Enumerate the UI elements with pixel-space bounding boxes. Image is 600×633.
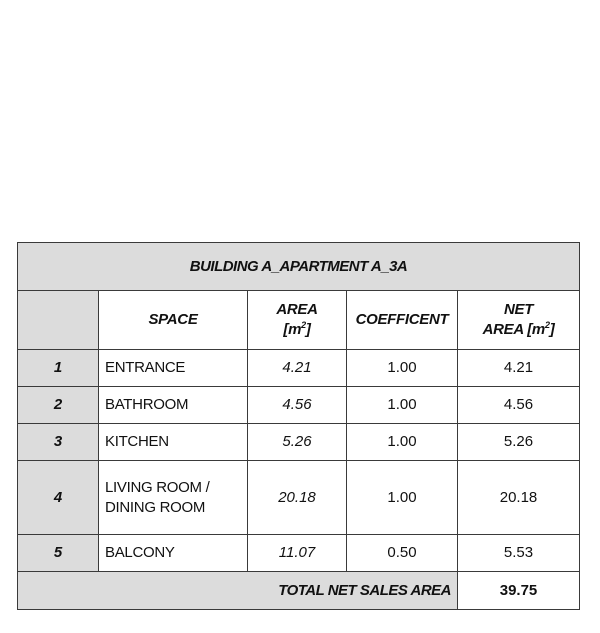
total-value: 39.75 xyxy=(458,572,580,610)
header-area xyxy=(248,291,347,350)
header-net-label: NET xyxy=(503,301,534,318)
table-row xyxy=(18,387,580,424)
header-net-area xyxy=(458,291,580,350)
header-area-label: AREA xyxy=(276,301,318,318)
row-net-area: 5.26 xyxy=(458,424,580,461)
row-number: 1 xyxy=(18,350,99,387)
row-number: 5 xyxy=(18,535,99,572)
row-space: KITCHEN xyxy=(99,424,248,461)
table-row xyxy=(18,461,580,535)
total-row xyxy=(18,572,580,610)
row-space-line2: DINING ROOM xyxy=(105,498,206,516)
row-area: 4.56 xyxy=(248,387,347,424)
row-space-line1: LIVING ROOM / xyxy=(105,478,210,496)
row-coefficient: 1.00 xyxy=(347,424,458,461)
header-area-unit: $[m^2]$ xyxy=(283,320,311,338)
table-row xyxy=(18,424,580,461)
row-area: 11.07 xyxy=(248,535,347,572)
header-net-unit: AREA $[m^2]$ xyxy=(482,320,555,338)
row-area: 20.18 xyxy=(248,461,347,535)
row-number: 3 xyxy=(18,424,99,461)
row-space: ENTRANCE xyxy=(99,350,248,387)
row-area: 4.21 xyxy=(248,350,347,387)
header-space: SPACE xyxy=(99,291,248,350)
total-label: TOTAL NET SALES AREA xyxy=(18,572,458,610)
row-coefficient: 1.00 xyxy=(347,461,458,535)
row-number: 2 xyxy=(18,387,99,424)
row-space: BALCONY xyxy=(99,535,248,572)
row-net-area: 5.53 xyxy=(458,535,580,572)
row-coefficient: 1.00 xyxy=(347,350,458,387)
row-number: 4 xyxy=(18,461,99,535)
row-area: 5.26 xyxy=(248,424,347,461)
row-space xyxy=(99,461,248,535)
row-coefficient: 0.50 xyxy=(347,535,458,572)
row-net-area: 4.56 xyxy=(458,387,580,424)
header-row xyxy=(18,291,580,350)
row-space: BATHROOM xyxy=(99,387,248,424)
row-net-area: 20.18 xyxy=(458,461,580,535)
title-row xyxy=(18,243,580,291)
row-coefficient: 1.00 xyxy=(347,387,458,424)
table-row xyxy=(18,535,580,572)
header-coefficient: COEFFICENT xyxy=(347,291,458,350)
row-net-area: 4.21 xyxy=(458,350,580,387)
table-row xyxy=(18,350,580,387)
area-table xyxy=(17,242,580,610)
header-index-cell xyxy=(18,291,99,350)
table-title: BUILDING A_APARTMENT A_3A xyxy=(18,243,580,291)
